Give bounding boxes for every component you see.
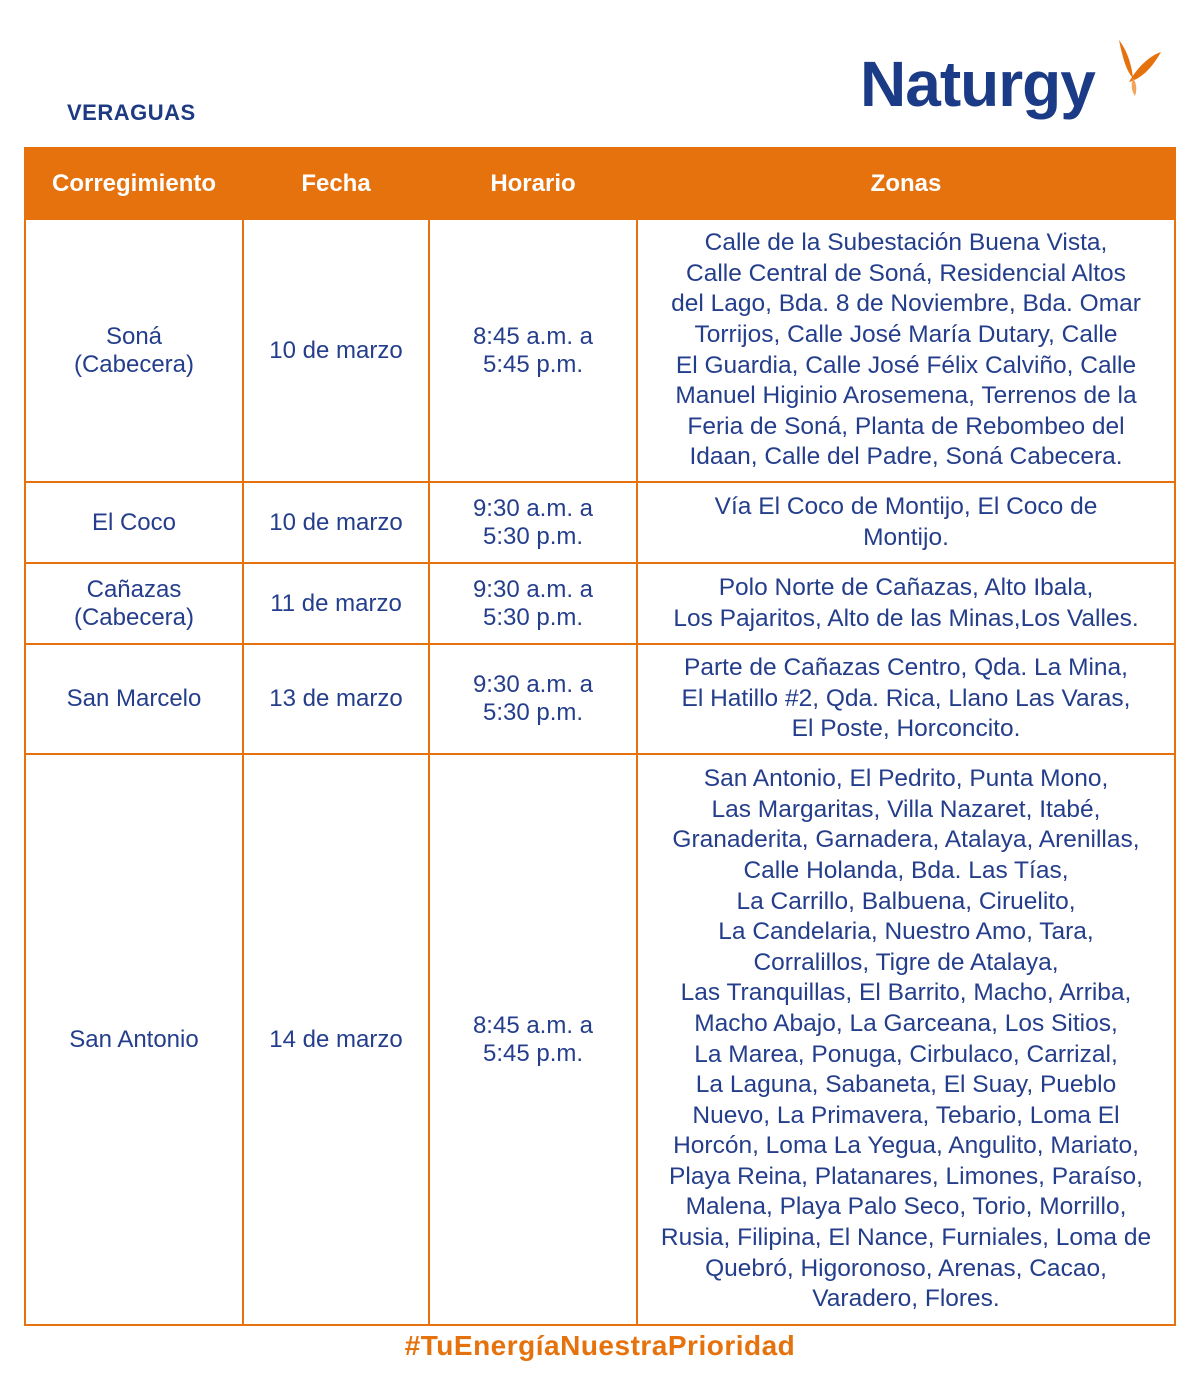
cell-zonas [637,563,1175,644]
table-row [25,644,1175,754]
cell-zonas-line: Macho Abajo, La Garceana, Los Sitios, [694,1009,1118,1037]
column-header-fecha: Fecha [243,148,429,219]
cell-zonas-line: El Poste, Horconcito. [791,715,1021,743]
cell-zonas-line: La Candelaria, Nuestro Amo, Tara, [718,918,1094,946]
cell-zonas-line: Calle Holanda, Bda. Las Tías, [743,856,1069,884]
cell-zonas-line: Vía El Coco de Montijo, El Coco de [714,492,1098,520]
cell-fecha: 10 de marzo [243,482,429,563]
cell-corregimiento-line: (Cabecera) [73,350,195,378]
cell-zonas-line: Las Margaritas, Villa Nazaret, Itabé, [711,795,1101,823]
region-title: VERAGUAS [67,100,196,125]
cell-zonas [637,644,1175,754]
cell-corregimiento-line: (Cabecera) [73,603,195,631]
table-row [25,563,1175,644]
cell-zonas [637,482,1175,563]
cell-zonas-line: del Lago, Bda. 8 de Noviembre, Bda. Omar [671,290,1141,318]
cell-fecha: 10 de marzo [243,219,429,482]
cell-zonas-line: Montijo. [863,523,949,551]
cell-zonas-line: Playa Reina, Platanares, Limones, Paraíso, [669,1162,1143,1190]
cell-corregimiento-line: San Marcelo [66,685,202,712]
cell-fecha: 13 de marzo [243,644,429,754]
cell-zonas-line: La Marea, Ponuga, Cirbulaco, Carrizal, [694,1040,1118,1068]
cell-horario-line: 8:45 a.m. a [472,322,594,350]
table-row [25,482,1175,563]
cell-zonas-line: Corralillos, Tigre de Atalaya, [753,948,1059,976]
column-header-zonas: Zonas [637,148,1175,219]
cell-horario-line: 9:30 a.m. a [472,575,594,603]
logo-wordmark: Naturgy [860,48,1095,120]
table-row [25,219,1175,482]
cell-zonas-line: Feria de Soná, Planta de Rebombeo del [687,412,1125,440]
cell-horario-line: 5:45 p.m. [482,1039,584,1067]
cell-zonas-line: Varadero, Flores. [812,1285,1000,1313]
cell-corregimiento [25,754,243,1325]
cell-horario-line: 9:30 a.m. a [472,494,594,522]
cell-corregimiento [25,482,243,563]
cell-zonas [637,754,1175,1325]
cell-zonas-line: Polo Norte de Cañazas, Alto Ibala, [718,573,1094,601]
cell-zonas-line: Torrijos, Calle José María Dutary, Calle [694,320,1118,348]
naturgy-logo [860,38,1160,130]
cell-corregimiento-line: Soná [105,322,163,350]
cell-zonas-line: Horcón, Loma La Yegua, Angulito, Mariato, [673,1132,1139,1160]
cell-horario [429,754,637,1325]
cell-zonas-line: El Guardia, Calle José Félix Calviño, Calle [675,351,1137,379]
cell-corregimiento-line: El Coco [91,508,177,536]
butterfly-icon [1115,38,1163,107]
cell-horario-line: 5:30 p.m. [482,699,584,726]
cell-zonas-line: Calle Central de Soná, Residencial Altos [686,259,1126,287]
cell-zonas-line: Las Tranquillas, El Barrito, Macho, Arriba, [680,979,1132,1007]
cell-horario [429,482,637,563]
table-row [25,754,1175,1325]
schedule-table [24,147,1176,1326]
cell-horario [429,563,637,644]
cell-horario-line: 8:45 a.m. a [472,1011,594,1039]
cell-zonas-line: Manuel Higinio Arosemena, Terrenos de la [675,382,1137,410]
cell-horario-line: 5:30 p.m. [482,522,584,550]
cell-corregimiento [25,644,243,754]
cell-horario-line: 5:45 p.m. [482,350,584,378]
cell-zonas-line: Calle de la Subestación Buena Vista, [704,229,1108,257]
cell-corregimiento [25,219,243,482]
cell-zonas-line: Los Pajaritos, Alto de las Minas,Los Valles. [673,604,1139,632]
cell-horario [429,219,637,482]
cell-fecha: 14 de marzo [243,754,429,1325]
cell-zonas-line: Quebró, Higoronoso, Arenas, Cacao, [705,1254,1107,1282]
cell-fecha: 11 de marzo [243,563,429,644]
cell-corregimiento-line: Cañazas [86,575,182,603]
cell-zonas-line: Idaan, Calle del Padre, Soná Cabecera. [689,443,1123,471]
cell-horario-line: 5:30 p.m. [482,603,584,631]
cell-zonas-line: La Carrillo, Balbuena, Ciruelito, [736,887,1076,915]
table-header-row [25,148,1175,219]
cell-zonas-line: San Antonio, El Pedrito, Punta Mono, [703,765,1109,793]
cell-zonas-line: Rusia, Filipina, El Nance, Furniales, Loma de [660,1224,1152,1252]
cell-zonas-line: Malena, Playa Palo Seco, Torio, Morrillo, [685,1193,1127,1221]
cell-corregimiento [25,563,243,644]
cell-horario [429,644,637,754]
cell-zonas-line: Nuevo, La Primavera, Tebario, Loma El [692,1101,1120,1129]
cell-zonas-line: La Laguna, Sabaneta, El Suay, Pueblo [695,1071,1117,1099]
cell-zonas-line: El Hatillo #2, Qda. Rica, Llano Las Varas, [681,684,1131,712]
footer-hashtag: #TuEnergíaNuestraPrioridad [404,1330,796,1361]
cell-zonas-line: Granaderita, Garnadera, Atalaya, Arenillas, [672,826,1140,854]
cell-corregimiento-line: San Antonio [69,1025,199,1053]
cell-zonas [637,219,1175,482]
cell-horario-line: 9:30 a.m. a [472,671,594,698]
column-header-horario: Horario [429,148,637,219]
cell-zonas-line: Parte de Cañazas Centro, Qda. La Mina, [684,654,1128,682]
column-header-corregimiento: Corregimiento [25,148,243,219]
